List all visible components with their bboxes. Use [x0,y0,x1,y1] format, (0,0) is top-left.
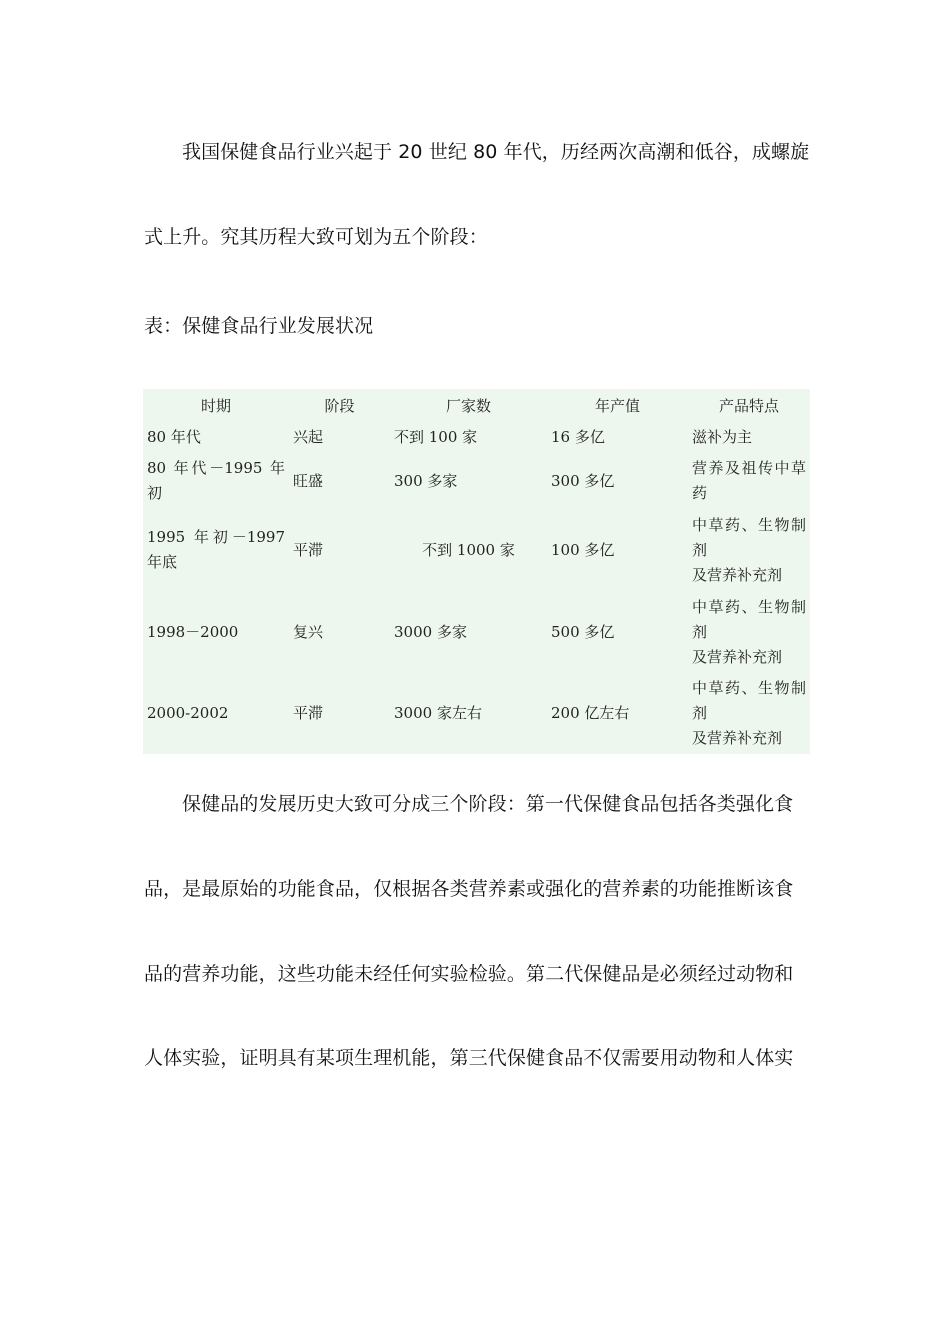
development-table [143,389,810,754]
cell-annual-output: 500 多亿 [551,622,615,641]
table-row [143,591,810,673]
body-line-4: 人体实验，证明具有某项生理机能，第三代保健食品不仅需要用动物和人体实 [144,1047,794,1069]
table-header-row [143,389,810,421]
header-manufacturers: 厂家数 [445,396,491,415]
intro-line-2: 式上升。究其历程大致可划为五个阶段： [144,226,488,248]
cell-manufacturers: 3000 多家 [394,622,467,641]
cell-annual-output: 200 亿左右 [551,703,630,722]
cell-product-features: 中草药、生物制剂 及营养补充剂 [692,678,806,747]
cell-stage: 复兴 [293,622,324,641]
cell-manufacturers: 3000 家左右 [394,703,482,722]
table-row [143,453,810,509]
development-table-grid [143,389,810,753]
table-row [143,421,810,453]
cell-annual-output: 16 多亿 [551,427,605,446]
cell-product-features: 营养及祖传中草药 [692,459,806,502]
cell-period: 1998－2000 [147,622,239,641]
cell-annual-output: 100 多亿 [551,540,615,559]
cell-manufacturers: 不到 1000 家 [422,540,515,559]
cell-period: 1995 年初－1997 年底 [147,528,285,571]
cell-product-features: 中草药、生物制剂 及营养补充剂 [692,515,806,584]
cell-period: 80 年代 [147,427,201,446]
body-line-3: 品的营养功能，这些功能未经任何实验检验。第二代保健品是必须经过动物和 [144,963,794,985]
cell-stage: 平滞 [293,703,324,722]
header-period: 时期 [200,396,231,415]
header-stage: 阶段 [324,396,355,415]
cell-stage: 兴起 [293,427,324,446]
cell-stage: 旺盛 [293,471,324,490]
header-product-features: 产品特点 [718,396,779,415]
cell-stage: 平滞 [293,540,324,559]
body-line-2: 品，是最原始的功能食品，仅根据各类营养素或强化的营养素的功能推断该食 [144,878,794,900]
table-caption: 表：保健食品行业发展状况 [144,315,374,337]
cell-period: 2000-2002 [147,703,229,722]
cell-product-features: 滋补为主 [692,427,753,446]
cell-period: 80 年代－1995 年初 [147,459,285,502]
cell-manufacturers: 300 多家 [394,471,458,490]
cell-product-features: 中草药、生物制剂 及营养补充剂 [692,597,806,666]
cell-manufacturers: 不到 100 家 [394,427,478,446]
header-annual-output: 年产值 [594,396,640,415]
body-line-1: 保健品的发展历史大致可分成三个阶段：第一代保健食品包括各类强化食 [182,793,794,815]
table-row [143,673,810,753]
cell-annual-output: 300 多亿 [551,471,615,490]
intro-line-1: 我国保健食品行业兴起于 20 世纪 80 年代，历经两次高潮和低谷，成螺旋 [182,141,810,163]
table-row [143,509,810,591]
